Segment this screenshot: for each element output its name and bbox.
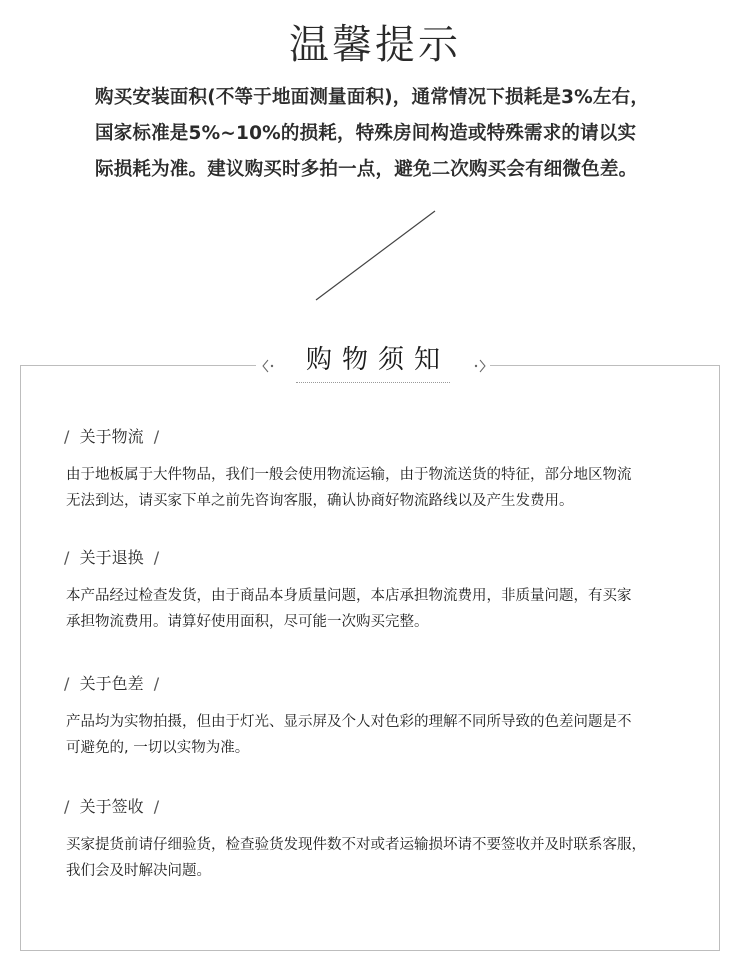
slash-icon: /	[153, 548, 160, 567]
section-line: 可避免的, 一切以实物为准。	[66, 740, 250, 756]
slash-icon: /	[64, 797, 70, 816]
section-heading-text: 关于色差	[79, 674, 144, 693]
notice-title	[255, 340, 491, 383]
slash-icon: /	[64, 427, 70, 446]
slash-icon: /	[153, 797, 160, 816]
section-text	[66, 832, 714, 884]
section-line: 我们会及时解决问题。	[66, 863, 211, 879]
section-heading	[64, 796, 714, 818]
section-heading	[64, 426, 714, 448]
section-line: 无法到达，请买家下单之前先咨询客服，确认协商好物流路线以及产生发费用。	[66, 493, 574, 509]
section-color-difference	[64, 673, 714, 761]
tip-line: 购买安装面积(不等于地面测量面积)，通常情况下损耗是3%左右，	[95, 87, 650, 108]
ornament-right-icon	[470, 358, 490, 374]
tip-title: 温馨提示	[289, 22, 461, 68]
tip-line: 际损耗为准。建议购买时多拍一点，避免二次购买会有细微色差。	[95, 159, 638, 180]
slash-icon: /	[64, 548, 70, 567]
section-heading-text: 关于签收	[79, 797, 144, 816]
section-line: 承担物流费用。请算好使用面积，尽可能一次购买完整。	[66, 614, 429, 630]
section-text	[66, 462, 714, 514]
section-text	[66, 709, 714, 761]
section-line: 产品均为实物拍摄，但由于灯光、显示屏及个人对色彩的理解不同所导致的色差问题是不	[66, 714, 632, 730]
section-return	[64, 547, 714, 635]
slash-icon: /	[153, 427, 160, 446]
section-heading-text: 关于物流	[79, 427, 144, 446]
slash-icon: /	[153, 674, 160, 693]
section-line: 由于地板属于大件物品，我们一般会使用物流运输，由于物流送货的特征，部分地区物流	[66, 467, 632, 483]
section-heading-text: 关于退换	[79, 548, 144, 567]
slash-icon: /	[64, 674, 70, 693]
notice-title-text: 购物须知	[296, 340, 450, 383]
decorative-diagonal-line	[310, 208, 440, 304]
section-heading	[64, 547, 714, 569]
section-text	[66, 583, 714, 635]
section-heading	[64, 673, 714, 695]
section-signing	[64, 796, 714, 884]
tip-line: 国家标准是5%~10%的损耗，特殊房间构造或特殊需求的请以实	[95, 123, 637, 144]
section-line: 买家提货前请仔细验货，检查验货发现件数不对或者运输损坏请不要签收并及时联系客服，	[66, 837, 646, 853]
section-logistics	[64, 426, 714, 514]
section-line: 本产品经过检查发货，由于商品本身质量问题，本店承担物流费用，非质量问题，有买家	[66, 588, 632, 604]
tip-body	[95, 80, 695, 188]
